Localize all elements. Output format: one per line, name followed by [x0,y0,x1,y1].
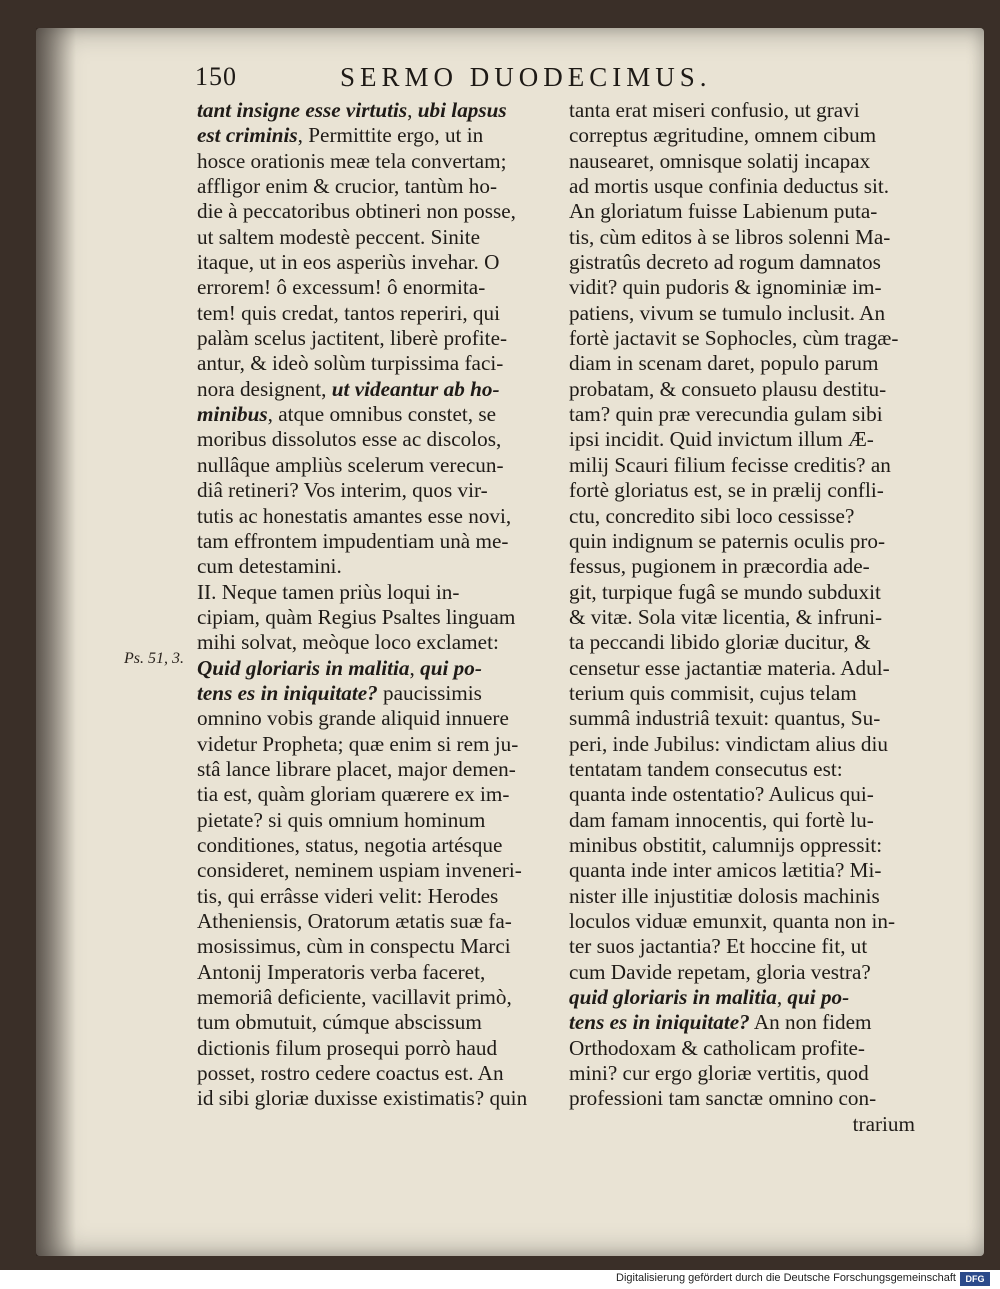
text-line [197,630,547,655]
text-line [569,326,915,351]
text-line [569,529,915,554]
text-line [197,275,547,300]
text-segment: mihi solvat, meòque loco exclamet: [197,630,499,655]
text-line [197,1010,547,1035]
text-line [197,478,547,503]
text-line [569,656,915,681]
text-line [569,960,915,985]
text-segment: Orthodoxam & catholicam profite- [569,1035,865,1060]
italic-text-segment: est criminis [197,123,298,148]
text-line [197,402,547,427]
text-segment: cipiam, quàm Regius Psaltes linguam [197,604,516,629]
text-line [197,605,547,630]
text-line [197,351,547,376]
text-segment: posset, rostro cedere coactus est. An [197,1061,504,1086]
text-segment: ad mortis usque confinia deductus sit. [569,174,890,199]
text-line [197,858,547,883]
text-segment: terium quis commisit, cujus telam [569,680,857,705]
text-segment: diâ retineri? Vos interim, quos vir- [197,478,488,503]
page-number: 150 [195,62,237,91]
text-segment: ta peccandi libido gloriæ ducitur, & [569,630,871,655]
text-segment: patiens, vivum se tumulo inclusit. An [569,300,886,325]
text-segment: videtur Propheta; quæ enim si rem ju- [197,731,519,756]
text-segment: correptus ægritudine, omnem cibum [569,123,877,148]
text-line [569,605,915,630]
text-segment: Antonij Imperatoris verba faceret, [197,959,486,984]
text-line [569,199,915,224]
text-line [197,529,547,554]
text-line [569,275,915,300]
text-line [569,377,915,402]
text-line [569,225,915,250]
text-line [197,174,547,199]
text-line [197,98,547,123]
text-segment: pietate? si quis omnium hominum [197,807,486,832]
left-text-column [197,98,547,1112]
text-line [197,884,547,909]
text-line [569,985,915,1010]
text-segment: ter suos jactantia? Et hoccine fit, ut [569,934,868,959]
text-segment: affligor enim & crucior, tantùm ho- [197,174,498,199]
text-line [569,808,915,833]
text-segment: milij Scauri filium fecisse creditis? an [569,452,891,477]
text-line [569,301,915,326]
text-segment: nora designent, [197,376,332,401]
text-line [569,402,915,427]
text-segment: fortè jactavit se Sophocles, cùm tragæ- [569,326,899,351]
text-line [197,504,547,529]
margin-reference: Ps. 51, 3. [124,650,184,667]
text-line [197,199,547,224]
text-line [197,960,547,985]
text-segment: nister ille injustitiæ dolosis machinis [569,883,880,908]
text-line [569,174,915,199]
text-segment: professioni tam sanctæ omnino con- [569,1086,877,1111]
text-segment: tis, cùm editos à se libros solenni Ma- [569,224,891,249]
text-line [197,580,547,605]
text-segment: , atque omnibus constet, se [267,402,496,427]
text-line [569,706,915,731]
text-line [569,554,915,579]
text-line [197,782,547,807]
text-line [197,656,547,681]
text-segment: tanta erat miseri confusio, ut gravi [569,98,860,122]
text-line [197,225,547,250]
text-segment: conditiones, status, negotia artésque [197,832,503,857]
text-segment: paucissimis [377,680,482,705]
text-line [569,250,915,275]
text-line [569,757,915,782]
text-line [569,351,915,376]
text-line [197,377,547,402]
text-segment: moribus dissolutos esse ac discolos, [197,427,502,452]
italic-text-segment: qui po- [787,985,850,1010]
text-line [569,1036,915,1061]
text-segment: fortè gloriatus est, se in prælij confli- [569,478,884,503]
text-line [197,453,547,478]
text-line [569,884,915,909]
text-segment: gistratûs decreto ad rogum damnatos [569,250,881,275]
text-line [197,985,547,1010]
text-line [569,453,915,478]
text-line [197,934,547,959]
text-line [197,427,547,452]
text-segment: nausearet, omnisque solatij incapax [569,148,871,173]
text-segment: Atheniensis, Oratorum ætatis suæ fa- [197,909,512,933]
text-segment: vidit? quin pudoris & ignominiæ im- [569,275,882,300]
text-line [197,326,547,351]
text-segment: cum Davide repetam, gloria vestra? [569,959,871,984]
dfg-logo-icon: DFG [960,1272,990,1286]
text-line [197,808,547,833]
text-line [569,858,915,883]
text-line [569,504,915,529]
text-segment: tutis ac honestatis amantes esse novi, [197,503,512,528]
italic-text-segment: tens es in iniquitate? [569,1010,750,1035]
text-line [197,909,547,934]
text-line [197,757,547,782]
text-line [197,250,547,275]
text-segment: tis, qui errâsse videri velit: Herodes [197,883,499,908]
text-line [197,301,547,326]
text-line [569,1061,915,1086]
text-line [569,681,915,706]
text-segment: tia est, quàm gloriam quærere ex im- [197,782,510,807]
text-line [197,123,547,148]
text-segment: hosce orationis meæ tela convertam; [197,148,507,173]
text-segment: fessus, pugionem in præcordia ade- [569,554,870,579]
text-segment: probatam, & consueto plausu destitu- [569,376,887,401]
text-segment: nullâque ampliùs scelerum verecun- [197,452,504,477]
text-segment: id sibi gloriæ duxisse existimatis? quin [197,1086,528,1111]
text-line [569,580,915,605]
text-segment: ipsi incidit. Quid invictum illum Æ- [569,427,874,452]
italic-text-segment: tant insigne esse virtutis [197,98,408,122]
text-line [569,909,915,934]
text-line [197,1036,547,1061]
text-line [197,1061,547,1086]
italic-text-segment: ubi lapsus [417,98,507,122]
italic-text-segment: qui po- [420,655,482,680]
text-segment: loculos viduæ emunxit, quanta non in- [569,909,896,933]
text-segment: palàm scelus jactitent, liberè profite- [197,326,508,351]
text-segment: quanta inde inter amicos lætitia? Mi- [569,858,882,883]
right-text-column [569,98,915,1137]
text-segment: peri, inde Jubilus: vindictam alius diu [569,731,888,756]
text-segment: tam effrontem impudentiam unà me- [197,528,509,553]
text-segment: antur, & ideò solùm turpissima faci- [197,351,504,376]
text-segment: consideret, neminem uspiam inveneri- [197,858,522,883]
text-segment: summâ industriâ texuit: quantus, Su- [569,706,881,731]
italic-text-segment: tens es in iniquitate? [197,680,378,705]
footer-bar [0,1270,1000,1289]
text-segment: mini? cur ergo gloriæ vertitis, quod [569,1061,869,1086]
text-line [569,732,915,757]
text-line [569,1010,915,1035]
text-segment: ctu, concredito sibi loco cessisse? [569,503,855,528]
text-segment: mosissimus, cùm in conspectu Marci [197,934,511,959]
text-segment: dictionis filum prosequi porrò haud [197,1035,498,1060]
italic-text-segment: quid gloriaris in malitia [569,985,777,1010]
text-segment: & vitæ. Sola vitæ licentia, & infruni- [569,604,883,629]
page-header [195,62,915,98]
text-segment: tem! quis credat, tantos reperiri, qui [197,300,500,325]
text-line [569,782,915,807]
text-segment: , Permittite ergo, ut in [297,123,484,148]
text-segment: , [776,985,788,1010]
text-segment: ut saltem modestè peccent. Sinite [197,224,481,249]
text-line [569,123,915,148]
funding-credit: Digitalisierung gefördert durch die Deutsche Forschungsgemeinschaft [616,1272,956,1284]
catchword: trarium [852,1111,915,1136]
text-line [569,478,915,503]
text-segment: , [409,655,421,680]
text-line [197,149,547,174]
text-segment: dam famam innocentis, qui fortè lu- [569,807,874,832]
italic-text-segment: ut videantur ab ho- [331,376,500,401]
text-line [569,630,915,655]
italic-text-segment: minibus [197,402,268,427]
text-segment: stâ lance librare placet, major demen- [197,756,516,781]
text-line [197,732,547,757]
text-line [197,554,547,579]
text-line [569,427,915,452]
text-segment: quanta inde ostentatio? Aulicus qui- [569,782,874,807]
text-line [569,1086,915,1111]
text-segment: die à peccatoribus obtineri non posse, [197,199,516,224]
text-line [197,833,547,858]
text-segment: cum detestamini. [197,554,342,579]
text-segment: itaque, ut in eos asperiùs invehar. O [197,250,500,275]
text-segment: II. Neque tamen priùs loqui in- [197,579,460,604]
text-segment: errorem! ô excessum! ô enormita- [197,275,486,300]
italic-text-segment: Quid gloriaris in malitia [197,655,410,680]
text-segment: tum obmutuit, cúmque abscissum [197,1010,482,1035]
text-line [569,833,915,858]
text-segment: omnino vobis grande aliquid innuere [197,706,509,731]
text-segment: minibus obstitit, calumnijs oppressit: [569,832,883,857]
running-title: SERMO DUODECIMUS. [340,62,712,92]
text-segment: , [407,98,418,122]
text-segment: quin indignum se paternis oculis pro- [569,528,886,553]
text-line [197,1086,547,1111]
text-line [197,681,547,706]
text-segment: An non fidem [749,1010,872,1035]
text-segment: git, turpique fugâ se mundo subduxit [569,579,881,604]
text-segment: tentatam tandem consecutus est: [569,756,843,781]
text-line [569,934,915,959]
text-segment: tam? quin præ verecundia gulam sibi [569,402,883,427]
text-line [569,98,915,123]
text-segment: diam in scenam daret, populo parum [569,351,879,376]
text-line [569,149,915,174]
text-segment: memoriâ deficiente, vacillavit primò, [197,985,512,1010]
text-segment: censetur esse jactantiæ materia. Adul- [569,655,890,680]
text-segment: An gloriatum fuisse Labienum puta- [569,199,878,224]
text-line [197,706,547,731]
